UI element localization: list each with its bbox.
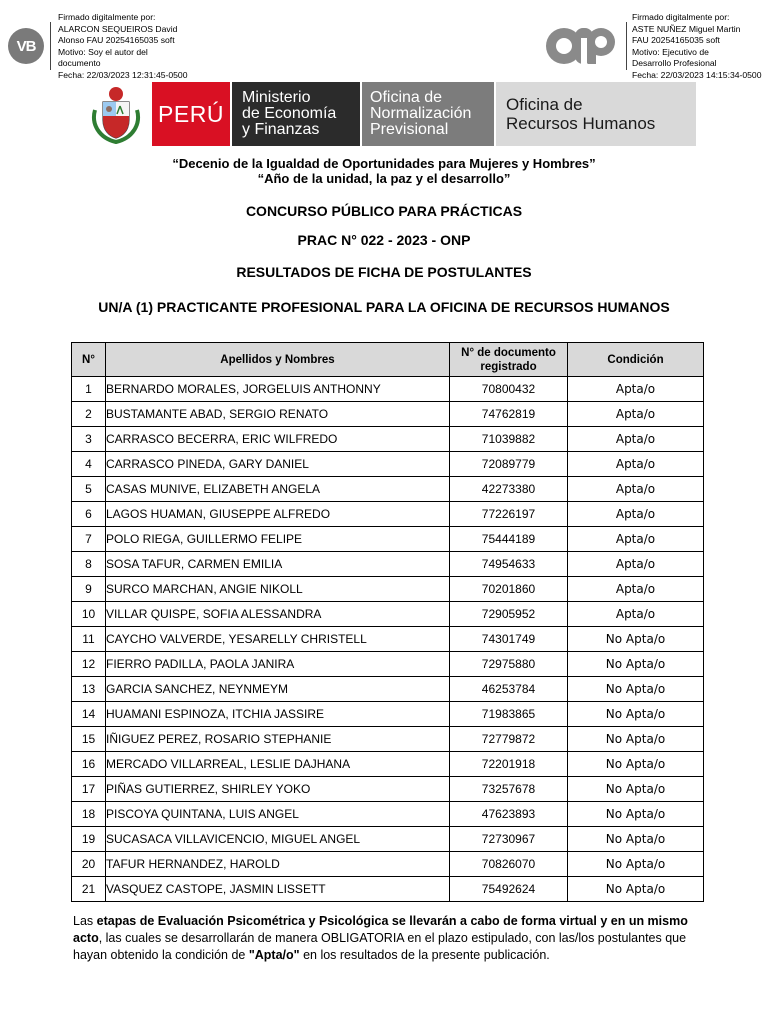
condition-value: No Apta/o [568, 877, 704, 902]
applicant-name: IÑIGUEZ PEREZ, ROSARIO STEPHANIE [106, 727, 450, 752]
document-number: 71983865 [450, 702, 568, 727]
document-number: 74954633 [450, 552, 568, 577]
signature-line: Motivo: Soy el autor del [58, 46, 148, 57]
table-row [72, 577, 704, 602]
row-number: 8 [72, 552, 106, 577]
signature-line: Fecha: 22/03/2023 14:15:34-0500 [632, 69, 762, 80]
table-row [72, 727, 704, 752]
condition-value: Apta/o [568, 477, 704, 502]
applicant-name: CASAS MUNIVE, ELIZABETH ANGELA [106, 477, 450, 502]
position-title: UN/A (1) PRACTICANTE PROFESIONAL PARA LA OFICINA DE RECURSOS HUMANOS [98, 299, 670, 315]
row-number: 9 [72, 577, 106, 602]
onp-logo [362, 82, 494, 146]
applicant-name: MERCADO VILLARREAL, LESLIE DAJHANA [106, 752, 450, 777]
row-number: 4 [72, 452, 106, 477]
signature-line: Firmado digitalmente por: [58, 12, 156, 22]
header-name: Apellidos y Nombres [106, 343, 450, 377]
footer-bold-stages: etapas de Evaluación Psicométrica y Psicológica se llevarán a cabo de forma virtual y en un mismo acto [73, 914, 688, 945]
signature-line: FAU 20254165035 soft [632, 35, 720, 45]
document-number: 72975880 [450, 652, 568, 677]
table-row [72, 602, 704, 627]
table-row [72, 827, 704, 852]
document-number: 73257678 [450, 777, 568, 802]
condition-value: No Apta/o [568, 677, 704, 702]
signature-line: Firmado digitalmente por: [632, 12, 730, 22]
row-number: 3 [72, 427, 106, 452]
condition-value: Apta/o [568, 452, 704, 477]
onp-line: Previsional [370, 121, 449, 138]
applicant-name: SURCO MARCHAN, ANGIE NIKOLL [106, 577, 450, 602]
condition-value: Apta/o [568, 502, 704, 527]
table-row [72, 877, 704, 902]
document-number: 77226197 [450, 502, 568, 527]
signature-line: Motivo: Ejecutivo de [632, 46, 709, 57]
row-number: 11 [72, 627, 106, 652]
onp-seal-icon [544, 26, 618, 66]
condition-value: No Apta/o [568, 652, 704, 677]
document-number: 72730967 [450, 827, 568, 852]
condition-value: Apta/o [568, 552, 704, 577]
footer-note [73, 913, 705, 964]
condition-value: Apta/o [568, 427, 704, 452]
row-number: 7 [72, 527, 106, 552]
table-row [72, 652, 704, 677]
table-row [72, 752, 704, 777]
condition-value: No Apta/o [568, 727, 704, 752]
document-number: 47623893 [450, 802, 568, 827]
year-motto: “Año de la unidad, la paz y el desarrollo” [257, 171, 511, 186]
year-mottos [0, 156, 768, 186]
applicant-name: TAFUR HERNANDEZ, HAROLD [106, 852, 450, 877]
rrhh-line: Recursos Humanos [506, 114, 656, 133]
applicant-name: BERNARDO MORALES, JORGELUIS ANTHONNY [106, 377, 450, 402]
contest-code: PRAC N° 022 - 2023 - ONP [297, 232, 471, 248]
table-row [72, 777, 704, 802]
document-number: 72201918 [450, 752, 568, 777]
row-number: 16 [72, 752, 106, 777]
row-number: 18 [72, 802, 106, 827]
applicant-name: LAGOS HUAMAN, GIUSEPPE ALFREDO [106, 502, 450, 527]
applicant-name: CARRASCO BECERRA, ERIC WILFREDO [106, 427, 450, 452]
row-number: 13 [72, 677, 106, 702]
table-row [72, 477, 704, 502]
table-header-row [72, 343, 704, 377]
signature-block-right [632, 12, 762, 81]
decade-motto: “Decenio de la Igualdad de Oportunidades para Mujeres y Hombres” [172, 156, 596, 171]
signature-line: ALARCON SEQUEIROS David [58, 23, 178, 34]
applicant-name: SUCASACA VILLAVICENCIO, MIGUEL ANGEL [106, 827, 450, 852]
signature-line: ASTE NUÑEZ Miguel Martin [632, 23, 741, 34]
condition-value: No Apta/o [568, 852, 704, 877]
applicant-name: PISCOYA QUINTANA, LUIS ANGEL [106, 802, 450, 827]
condition-value: Apta/o [568, 402, 704, 427]
vb-seal-text: VB [16, 37, 36, 55]
signature-line: documento [58, 58, 101, 68]
condition-value: Apta/o [568, 527, 704, 552]
applicant-name: VILLAR QUISPE, SOFIA ALESSANDRA [106, 602, 450, 627]
applicant-name: GARCIA SANCHEZ, NEYNMEYM [106, 677, 450, 702]
mef-line: y Finanzas [242, 121, 320, 138]
coat-of-arms-icon [80, 82, 152, 146]
contest-title: CONCURSO PÚBLICO PARA PRÁCTICAS [245, 203, 523, 219]
footer-bold-condition: "Apta/o" [248, 948, 300, 962]
applicant-name: HUAMANI ESPINOZA, ITCHIA JASSIRE [106, 702, 450, 727]
row-number: 10 [72, 602, 106, 627]
condition-value: No Apta/o [568, 802, 704, 827]
table-row [72, 702, 704, 727]
signature-line: Desarrollo Profesional [632, 58, 717, 68]
document-number: 70826070 [450, 852, 568, 877]
row-number: 19 [72, 827, 106, 852]
document-number: 72779872 [450, 727, 568, 752]
table-row [72, 502, 704, 527]
onp-line: Oficina de [370, 89, 443, 106]
row-number: 1 [72, 377, 106, 402]
document-number: 70201860 [450, 577, 568, 602]
footer-text: Las [73, 914, 97, 928]
applicant-name: CARRASCO PINEDA, GARY DANIEL [106, 452, 450, 477]
vb-seal-icon [8, 28, 44, 64]
mef-logo [232, 82, 360, 146]
table-row [72, 402, 704, 427]
table-row [72, 627, 704, 652]
document-number: 72089779 [450, 452, 568, 477]
applicant-name: SOSA TAFUR, CARMEN EMILIA [106, 552, 450, 577]
document-number: 74762819 [450, 402, 568, 427]
mef-line: de Economía [242, 105, 337, 122]
document-number: 70800432 [450, 377, 568, 402]
condition-value: Apta/o [568, 377, 704, 402]
applicant-name: FIERRO PADILLA, PAOLA JANIRA [106, 652, 450, 677]
results-title: RESULTADOS DE FICHA DE POSTULANTES [236, 264, 532, 280]
applicant-name: PIÑAS GUTIERREZ, SHIRLEY YOKO [106, 777, 450, 802]
table-row [72, 802, 704, 827]
signature-block-left [58, 12, 188, 81]
results-table [71, 342, 704, 902]
peru-logo [152, 82, 230, 146]
row-number: 15 [72, 727, 106, 752]
applicant-name: BUSTAMANTE ABAD, SERGIO RENATO [106, 402, 450, 427]
document-number: 71039882 [450, 427, 568, 452]
condition-value: Apta/o [568, 577, 704, 602]
signature-line: Fecha: 22/03/2023 12:31:45-0500 [58, 69, 188, 80]
institution-header [80, 82, 696, 146]
condition-value: Apta/o [568, 602, 704, 627]
footer-text: en los resultados de la presente publicación. [299, 948, 550, 962]
signature-line: Alonso FAU 20254165035 soft [58, 35, 175, 45]
peru-text: PERÚ [158, 100, 224, 127]
row-number: 20 [72, 852, 106, 877]
rrhh-logo [496, 82, 696, 146]
applicant-name: POLO RIEGA, GUILLERMO FELIPE [106, 527, 450, 552]
condition-value: No Apta/o [568, 702, 704, 727]
table-row [72, 427, 704, 452]
onp-line: Normalización [370, 105, 472, 122]
table-row [72, 527, 704, 552]
rrhh-line: Oficina de [506, 95, 583, 114]
row-number: 17 [72, 777, 106, 802]
table-body [72, 377, 704, 902]
mef-line: Ministerio [242, 89, 311, 106]
row-number: 12 [72, 652, 106, 677]
condition-value: No Apta/o [568, 827, 704, 852]
table-row [72, 852, 704, 877]
row-number: 21 [72, 877, 106, 902]
table-row [72, 552, 704, 577]
document-number: 42273380 [450, 477, 568, 502]
row-number: 14 [72, 702, 106, 727]
signature-divider [50, 22, 51, 70]
row-number: 2 [72, 402, 106, 427]
condition-value: No Apta/o [568, 777, 704, 802]
table-row [72, 677, 704, 702]
header-condition: Condición [568, 343, 704, 377]
document-number: 75492624 [450, 877, 568, 902]
document-number: 46253784 [450, 677, 568, 702]
footer-text: , las cuales se desarrollarán de manera OBLIGATORIA en el plazo estipulado, con las/los postulantes que hayan obtenido la condición de [73, 931, 687, 962]
document-number: 74301749 [450, 627, 568, 652]
condition-value: No Apta/o [568, 627, 704, 652]
row-number: 5 [72, 477, 106, 502]
table-row [72, 452, 704, 477]
condition-value: No Apta/o [568, 752, 704, 777]
row-number: 6 [72, 502, 106, 527]
header-doc: N° de documento registrado [450, 343, 568, 377]
signature-divider [626, 22, 627, 70]
document-number: 75444189 [450, 527, 568, 552]
document-number: 72905952 [450, 602, 568, 627]
applicant-name: VASQUEZ CASTOPE, JASMIN LISSETT [106, 877, 450, 902]
header-num: N° [72, 343, 106, 377]
applicant-name: CAYCHO VALVERDE, YESARELLY CHRISTELL [106, 627, 450, 652]
table-row [72, 377, 704, 402]
